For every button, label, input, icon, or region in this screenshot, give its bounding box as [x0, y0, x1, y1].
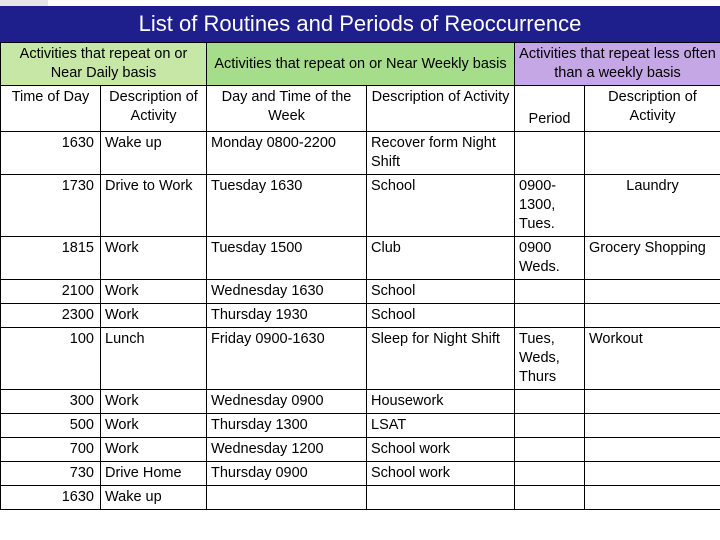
- time-of-day-cell: 1815: [1, 237, 101, 280]
- weekly-activity-cell: [367, 486, 515, 510]
- time-of-day-cell: 1730: [1, 175, 101, 237]
- weekly-activity-cell: School work: [367, 462, 515, 486]
- time-of-day-cell: 100: [1, 328, 101, 390]
- weekly-time-cell: Thursday 0900: [207, 462, 367, 486]
- weekly-time-cell: Tuesday 1630: [207, 175, 367, 237]
- time-of-day-cell: 1630: [1, 132, 101, 175]
- time-of-day-cell: 500: [1, 414, 101, 438]
- less-activity-cell: [585, 486, 720, 510]
- less-activity-cell: [585, 462, 720, 486]
- daily-activity-cell: Work: [101, 237, 207, 280]
- weekly-time-cell: Wednesday 0900: [207, 390, 367, 414]
- weekly-time-cell: Monday 0800-2200: [207, 132, 367, 175]
- less-activity-cell: Laundry: [585, 175, 720, 237]
- table-row: [1, 280, 720, 304]
- time-of-day-cell: 700: [1, 438, 101, 462]
- group-weekly-header: Activities that repeat on or Near Weekly basis: [207, 43, 515, 86]
- less-activity-cell: [585, 304, 720, 328]
- period-cell: [515, 414, 585, 438]
- weekly-activity-cell: School: [367, 175, 515, 237]
- column-header: Day and Time of the Week: [207, 86, 367, 132]
- table-row: [1, 462, 720, 486]
- weekly-activity-cell: Sleep for Night Shift: [367, 328, 515, 390]
- column-header: Description of Activity: [101, 86, 207, 132]
- daily-activity-cell: Lunch: [101, 328, 207, 390]
- table-row: [1, 390, 720, 414]
- weekly-activity-cell: Recover form Night Shift: [367, 132, 515, 175]
- group-daily-header: Activities that repeat on or Near Daily basis: [1, 43, 207, 86]
- less-activity-cell: [585, 390, 720, 414]
- period-cell: [515, 280, 585, 304]
- table-row: [1, 175, 720, 237]
- weekly-time-cell: Thursday 1930: [207, 304, 367, 328]
- period-cell: [515, 390, 585, 414]
- table-row: [1, 304, 720, 328]
- less-activity-cell: [585, 414, 720, 438]
- column-header: Description of Activity: [367, 86, 515, 132]
- daily-activity-cell: Wake up: [101, 132, 207, 175]
- daily-activity-cell: Wake up: [101, 486, 207, 510]
- daily-activity-cell: Drive Home: [101, 462, 207, 486]
- column-header-row: [1, 86, 720, 132]
- period-cell: [515, 438, 585, 462]
- weekly-time-cell: Wednesday 1630: [207, 280, 367, 304]
- weekly-activity-cell: School work: [367, 438, 515, 462]
- less-activity-cell: [585, 438, 720, 462]
- table-row: [1, 132, 720, 175]
- time-of-day-cell: 2100: [1, 280, 101, 304]
- period-cell: 0900-1300, Tues.: [515, 175, 585, 237]
- less-activity-cell: Grocery Shopping: [585, 237, 720, 280]
- weekly-activity-cell: LSAT: [367, 414, 515, 438]
- period-cell: [515, 486, 585, 510]
- routines-table: [0, 42, 720, 510]
- weekly-activity-cell: School: [367, 280, 515, 304]
- column-header: Description of Activity: [585, 86, 720, 132]
- period-cell: [515, 304, 585, 328]
- table-row: [1, 414, 720, 438]
- weekly-activity-cell: Housework: [367, 390, 515, 414]
- less-activity-cell: [585, 280, 720, 304]
- less-activity-cell: Workout: [585, 328, 720, 390]
- table-row: [1, 486, 720, 510]
- table-row: [1, 438, 720, 462]
- period-cell: [515, 132, 585, 175]
- less-activity-cell: [585, 132, 720, 175]
- period-cell: 0900 Weds.: [515, 237, 585, 280]
- table-row: [1, 328, 720, 390]
- time-of-day-cell: 1630: [1, 486, 101, 510]
- weekly-time-cell: Friday 0900-1630: [207, 328, 367, 390]
- time-of-day-cell: 730: [1, 462, 101, 486]
- weekly-activity-cell: Club: [367, 237, 515, 280]
- table-row: [1, 237, 720, 280]
- time-of-day-cell: 300: [1, 390, 101, 414]
- period-cell: Tues, Weds, Thurs: [515, 328, 585, 390]
- slide-title: List of Routines and Periods of Reoccurrence: [0, 6, 720, 42]
- weekly-time-cell: Tuesday 1500: [207, 237, 367, 280]
- daily-activity-cell: Work: [101, 390, 207, 414]
- daily-activity-cell: Work: [101, 304, 207, 328]
- column-header: Period: [515, 86, 585, 132]
- period-cell: [515, 462, 585, 486]
- weekly-time-cell: [207, 486, 367, 510]
- time-of-day-cell: 2300: [1, 304, 101, 328]
- weekly-time-cell: Thursday 1300: [207, 414, 367, 438]
- daily-activity-cell: Work: [101, 280, 207, 304]
- daily-activity-cell: Work: [101, 414, 207, 438]
- daily-activity-cell: Drive to Work: [101, 175, 207, 237]
- column-header: Time of Day: [1, 86, 101, 132]
- group-header-row: [1, 43, 720, 86]
- weekly-time-cell: Wednesday 1200: [207, 438, 367, 462]
- weekly-activity-cell: School: [367, 304, 515, 328]
- daily-activity-cell: Work: [101, 438, 207, 462]
- group-less-header: Activities that repeat less often than a weekly basis: [515, 43, 720, 86]
